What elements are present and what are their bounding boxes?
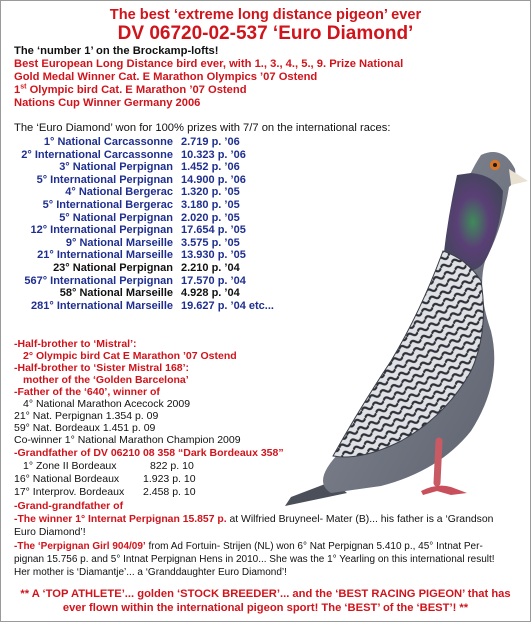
- father-640-result-4: Co-winner 1° National Marathon Champion 2009: [14, 434, 241, 446]
- race-result-value: 19.627 p. ’04 etc...: [181, 299, 274, 312]
- race-place: 2° International Carcassonne: [21, 148, 173, 161]
- race-result-value: 10.323 p. ’06: [181, 148, 246, 161]
- half-brother-sister-heading: -Half-brother to ‘Sister Mistral 168’:: [14, 362, 190, 374]
- race-result-row: [1, 237, 301, 250]
- half-brother-mistral-heading: -Half-brother to ‘Mistral’:: [14, 338, 137, 350]
- race-result-value: 3.575 p. ’05: [181, 236, 240, 249]
- race-result-value: 4.928 p. ’04: [181, 287, 240, 300]
- winner-line: [14, 513, 493, 526]
- intro-line-nations-cup: Nations Cup Winner Germany 2006: [14, 97, 201, 109]
- intro-line-number-one: The ‘number 1’ on the Brockamp-lofts!: [14, 45, 219, 57]
- father-640-heading: -Father of the ‘640’, winner of: [14, 386, 160, 398]
- intro-olympic-suffix: st: [20, 83, 27, 91]
- race-place: 58° National Marseille: [59, 287, 173, 300]
- race-result-row: [1, 224, 301, 237]
- race-result-value: 17.570 p. ’04: [181, 274, 246, 287]
- grandfather-result-2-value: 1.923 p. 10: [143, 473, 196, 485]
- perpignan-girl-line-2: pignan 15.756 p. and 5° Intnat Perpignan Hens in 2010... She was the 1° Yearling on this international result!: [14, 554, 495, 565]
- father-640-result-1: 4° National Marathon Acecock 2009: [23, 398, 191, 410]
- race-place: 23° National Perpignan: [53, 262, 173, 274]
- half-brother-mistral-detail: 2° Olympic bird Cat E Marathon ’07 Ostend: [23, 350, 237, 362]
- intro-line-olympic-bird: [14, 84, 247, 97]
- race-place: 567° International Perpignan: [24, 274, 173, 287]
- father-640-result-2: 21° Nat. Perpignan 1.354 p. 09: [14, 410, 159, 422]
- perpignan-girl-black-text: from Ad Fortuin- Strijen (NL) won 6° Nat Perpignan 5.410 p., 45° Intnat Per-: [148, 541, 483, 552]
- race-result-value: 2.210 p. ’04: [181, 262, 240, 274]
- race-result-row: [1, 275, 301, 288]
- race-result-value: 1.320 p. ’05: [181, 186, 240, 199]
- grandfather-result-3-place: 17° Interprov. Bordeaux: [14, 486, 125, 498]
- intro-line-gold-medal: Gold Medal Winner Cat. E Marathon Olympics ’07 Ostend: [14, 71, 318, 83]
- pigeon-ring-name: DV 06720-02-537 ‘Euro Diamond’: [117, 23, 414, 44]
- intro-line-best-european: Best European Long Distance bird ever, with 1., 3., 4., 5., 9. Prize National: [14, 58, 404, 70]
- perpignan-girl-line: [14, 540, 483, 553]
- race-result-value: 3.180 p. ’05: [181, 199, 240, 211]
- race-place: 5° International Bergerac: [42, 199, 173, 211]
- race-place: 5° National Perpignan: [59, 211, 173, 224]
- race-result-row: [1, 199, 301, 212]
- race-result-value: 14.900 p. ’06: [181, 173, 246, 186]
- perpignan-girl-red-text: -The ‘Perpignan Girl 904/09’: [14, 541, 146, 552]
- great-grandfather-heading: -Grand-grandfather of: [14, 500, 124, 512]
- race-result-row: [1, 249, 301, 262]
- race-result-value: 2.719 p. ’06: [181, 136, 240, 148]
- footer-line-1: ** A ‘TOP ATHLETE’... golden ‘STOCK BREEDER’... and the ‘BEST RACING PIGEON’ that has: [20, 588, 511, 600]
- grandfather-result-1-value: 822 p. 10: [150, 460, 194, 472]
- race-result-value: 17.654 p. ’05: [181, 224, 246, 237]
- race-place: 3° National Perpignan: [59, 161, 173, 174]
- race-result-value: 13.930 p. ’05: [181, 249, 246, 262]
- race-result-row: [1, 136, 301, 149]
- race-result-row: [1, 212, 301, 225]
- race-place: 12° International Perpignan: [30, 224, 173, 237]
- race-result-value: 1.452 p. ’06: [181, 161, 240, 174]
- race-result-row: [1, 174, 301, 187]
- winner-black-text: at Wilfried Bruyneel- Mater (B)... his father is a ‘Grandson: [229, 514, 494, 525]
- race-result-value: 2.020 p. ’05: [181, 211, 240, 224]
- race-place: 21° International Marseille: [37, 249, 173, 262]
- race-place: 4° National Bergerac: [65, 186, 173, 199]
- intro-line-results-summary: The ‘Euro Diamond’ won for 100% prizes with 7/7 on the international races:: [14, 122, 391, 134]
- page-title: The best ‘extreme long distance pigeon’ ever: [109, 7, 422, 23]
- race-place: 5° International Perpignan: [36, 173, 173, 186]
- race-place: 9° National Marseille: [65, 236, 173, 249]
- race-result-row: [1, 287, 301, 300]
- race-result-row: [1, 300, 301, 313]
- race-place: 281° International Marseille: [31, 299, 173, 312]
- grandfather-result-3-value: 2.458 p. 10: [143, 486, 196, 498]
- winner-line-2: Euro Diamond’!: [14, 527, 86, 538]
- father-640-result-3: 59° Nat. Bordeaux 1.451 p. 09: [14, 422, 156, 434]
- grandfather-heading: -Grandfather of DV 06210 08 358 “Dark Bordeaux 358”: [14, 447, 284, 459]
- half-brother-sister-detail: mother of the ‘Golden Barcelona’: [23, 374, 189, 386]
- footer-line-2: ever flown within the international pigeon sport! The ‘BEST’ of the ‘BEST’! **: [62, 602, 469, 614]
- winner-red-text: -The winner 1° Internat Perpignan 15.857 p.: [14, 514, 227, 525]
- perpignan-girl-line-3: Her mother is ‘Diamantje’... a ‘Granddaughter Euro Diamond’!: [14, 567, 287, 578]
- race-result-row: [1, 262, 301, 275]
- grandfather-result-2-place: 16° National Bordeaux: [14, 473, 120, 485]
- intro-olympic-number: 1: [14, 84, 21, 96]
- intro-olympic-rest: Olympic bird Cat. E Marathon ’07 Ostend: [26, 84, 247, 96]
- grandfather-result-1-place: 1° Zone II Bordeaux: [23, 460, 117, 472]
- race-result-row: [1, 186, 301, 199]
- race-result-row: [1, 149, 301, 162]
- race-place: 1° National Carcassonne: [43, 136, 173, 148]
- pigeon-photo: [271, 131, 530, 511]
- race-result-row: [1, 161, 301, 174]
